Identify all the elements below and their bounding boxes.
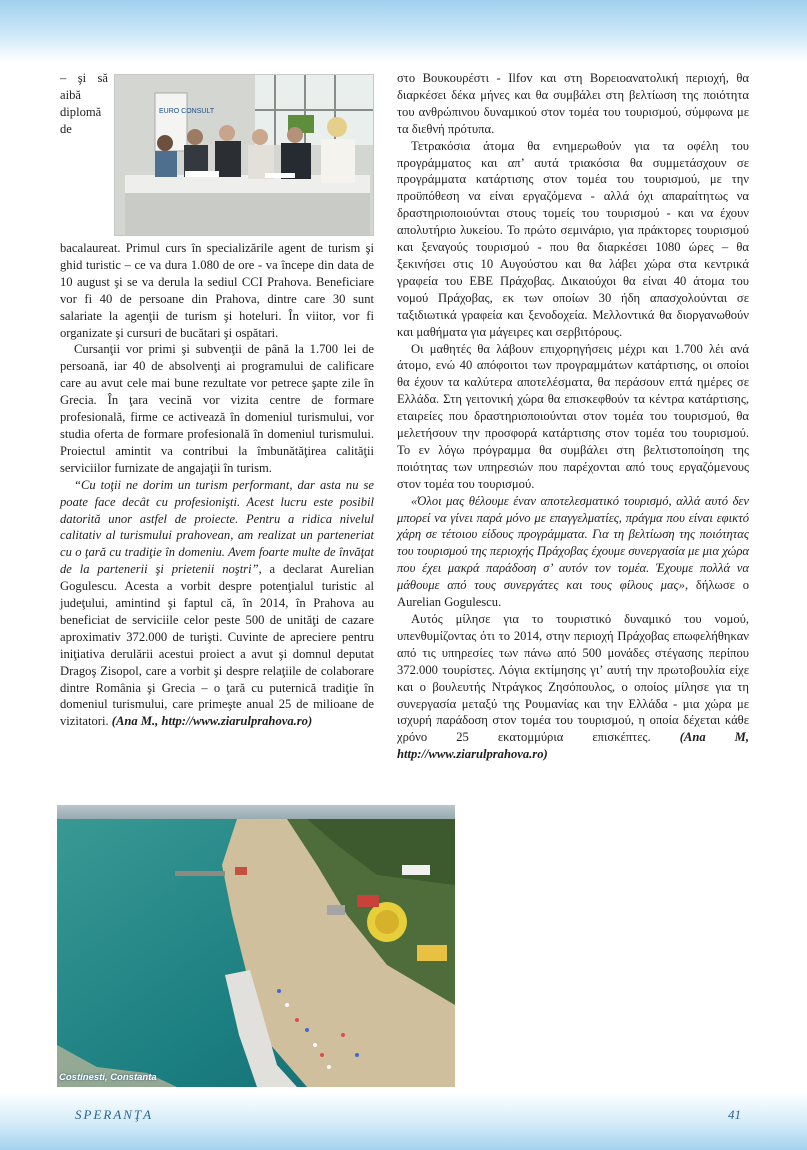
paragraph-gr-1: στο Βουκουρέστι - Ilfov και στη Βορειοανατολική περιοχή, θα διαρκέσει δέκα μήνες και θα συμβάλει στη βελτίωση της ποιότητα του ανθρώπινου δυναμικού στον τομέα του τουρισμού, σύμφωνα με τα διεθνή πρότυπα. (397, 71, 749, 136)
paragraph-gr-2: Τετρακόσια άτομα θα ενημερωθούν για τα οφέλη του προγράμματος και απ’ αυτά τριακόσια θα συμμετάσχουν σε προγράμματα κατάρτισης στον τομέα του τουρισμού, με την προϋπόθεση να είναι εργαζόμενα - αλλά όχι απαραίτητως να δραστηριοποιούνται στους τομείς του τουρισμού - και να έχουν απολυτήριο λυκείου. Το πρώτο σεμινάριο, για πράκτορες τουρισμού και ξεναγούς τουρισμού - που θα διαρκέσει 1080 ώρες – θα ξεκινήσει στις 10 Αυγούστου και θα λάβει χώρα στα κεντρικά γραφεία του ΕΒΕ Πράχοβας. Δικαιούχοι θα είναι 40 άτομα του νομού Πράχοβας, εκ των οποίων 30 ήδη απασχολούνται σε ταξιδιωτικά γραφεία και ξενοδοχεία. Μελλοντικά θα διοργανωθούν και μαθήματα για μάγειρες και σερβιτόρους. (397, 138, 749, 339)
quote-gr: «Όλοι μας θέλουμε έναν αποτελεσματικό τουρισμό, αλλά αυτό δεν μπορεί να γίνει παρά μόνο με επαγγελματίες, πράγμα που είναι εφικτό χάρη σε τέτοιου είδους προγράμματα. Για τη βελτίωση της ποιότητας του τουρισμού της περιοχής Πράχοβας έχουμε συνεργασία με μια χώρα που έχει μακρά παράδοση σ’ αυτόν τον τομέα. Έχουμε πολλά να μάθουμε από τους συνεργάτες και τους φίλους μας» (397, 493, 749, 593)
source-gr: (Ana M, http://www.ziarulprahova.ro) (397, 730, 749, 762)
paragraph-gr-3: Οι μαθητές θα λάβουν επιχορηγήσεις μέχρι και 1.700 λέι ανά άτομο, ενώ 40 απόφοιτοι των προγραμμάτων κατάρτισης, οι οποίοι θα έχουν τα καλύτερα αποτελέσματα, θα περάσουν επτά ημέρες σε Ελλάδα. Στη γειτονική χώρα θα επισκεφθούν τα κέντρα κατάρτισης, εταιρείες που δραστηριοποιούνται στον τομέα του τουρισμού, θα μελετήσουν την προσφορά κατάρτισης στον τομέα του τουρισμού. Το εν λόγω πρόγραμμα θα συμβάλει στη βελτιστοποίηση της ποιότητας των υπηρεσιών που παρέχονται από τους εργαζόμενους στον τομέα του τουρισμού. (397, 341, 749, 491)
paragraph-gr-4 (397, 493, 749, 611)
quote-ro-attribution: , a declarat Aurelian Gogulescu. Acesta a vorbit despre potenţialul turistic al judeţului, amintind şi faptul că, în 2014, în Prahova au beneficiat de serviciile celor peste 500 de unităţi de cazare aproximativ 372.000 de turişti. Cuvinte de apreciere pentru iniţiativa derulării acestui proiect a avut şi domnul deputat Dragoş Zisopol, care a vorbit şi despre relaţiile de colaborare dintre România şi Grecia – o ţară cu puternică tradiţie în domeniul turismului, care primeşte anual 25 de milioane de vizitatori. (60, 562, 374, 729)
top-decor-band (0, 0, 807, 62)
conference-photo (114, 74, 374, 236)
left-column-romanian (60, 70, 374, 730)
paragraph-gr-5-text: Αυτός μίλησε για το τουριστικό δυναμικό του νομού, υπενθυμίζοντας ότι το 2014, στην περιοχή Πράχοβας επωφελήθηκαν από τις υπηρεσίες των πάνω από 500 μονάδες στέγασης περίπου 372.000 τουρίστες. Λόγια εκτίμησης γι’ αυτή την πρωτοβουλία είχε και ο βουλευτής Ντράγκος Ζησόπουλος, ο οποίος μίλησε για τη συνεργασία μεταξύ της Ρουμανίας και την Ελλάδα - μια χώρα με ισχυρή παράδοση στον τομέα του τουρισμού, η οποία δέχεται κάθε χρόνο 25 εκατομμύρια επισκέπτες. (397, 612, 749, 745)
page-number: 41 (728, 1107, 741, 1122)
photo-wrap-float (397, 805, 461, 1091)
beach-photo-caption: Costinesti, Constanta (59, 1072, 157, 1083)
banner-text: EURO CONSULT (159, 108, 215, 115)
magazine-name: SPERANŢA (75, 1107, 154, 1122)
paragraph-ro-2: Cursanţii vor primi şi subvenţii de până la 1.700 lei de persoană, iar 40 de absolvenţi ai programului de calificare care au avut cele mai bune rezultate vor petrece şapte zile în Grecia. În ţara vecină vor vizita centre de formare profesională, firme ce activează în domeniul turismului, vor studia oferta de formare profesională în domeniul turismului. Proiectul amintit va contribui la îmbunătăţirea calităţii serviciilor furnizate de angajaţii în turism. (60, 342, 374, 475)
paragraph-ro-3 (60, 477, 374, 731)
quote-ro: “Cu toţii ne dorim un turism performant, dar asta nu se poate face decât cu profesionişti. Acest lucru este posibil datorită unor astfel de proiecte. Pentru a ridica nivelul calitativ al turismului prahovean, am realizat un parteneriat cu o ţară cu tradiţie în domeniu. Avem foarte multe de învăţat de la partenerii şi prietenii noştri” (60, 477, 374, 577)
right-column-greek (397, 70, 749, 1091)
paragraph-ro-1: – şi să aibă diplomă de bacalaureat. Primul curs în specializările agent de turism şi ghid turistic – ce va dura 1.080 de ore - va începe din data de 10 august şi se va derula la sediul CCI Prahova. Beneficiare vor fi 40 de persoane din Prahova, dintre care 30 sunt salariate la agenţii de turism şi hoteluri. În viitor, vor fi organizate şi cursuri de bucătari şi ospătari. (60, 71, 374, 340)
source-ro: (Ana M., http://www.ziarulprahova.ro) (111, 714, 313, 729)
paragraph-gr-5 (397, 611, 749, 763)
quote-gr-attribution: , δήλωσε ο Aurelian Gogulescu. (397, 578, 749, 610)
beach-photo (57, 805, 455, 1087)
